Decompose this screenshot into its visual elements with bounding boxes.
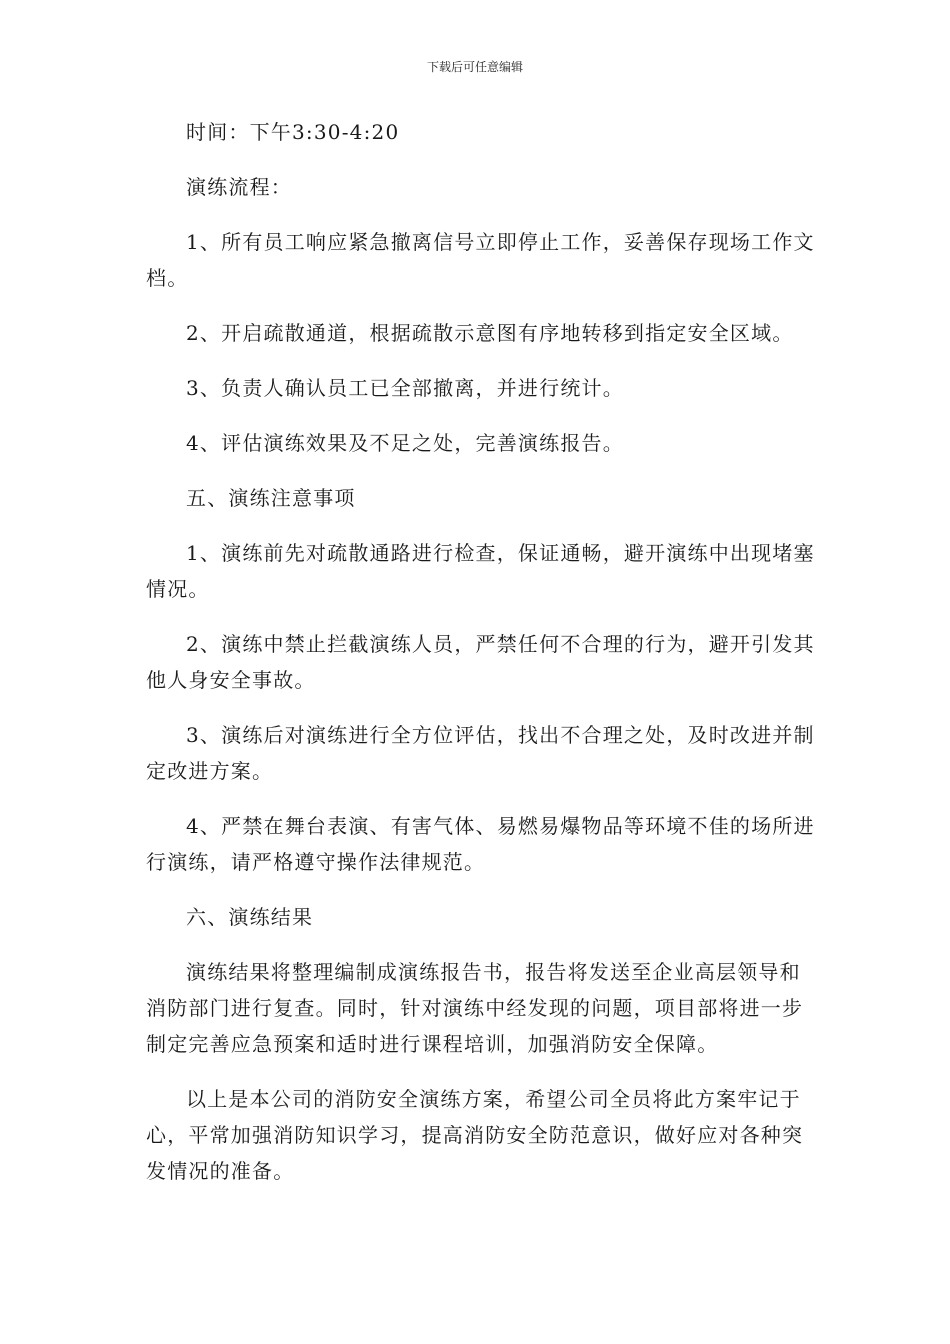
document-body: [146, 114, 818, 1208]
result-paragraph: 演练结果将整理编制成演练报告书，报告将发送至企业高层领导和消防部门进行复查。同时，针对演练中经发现的问题，项目部将进一步制定完善应急预案和适时进行课程培训，加强消防安全保障。: [146, 960, 804, 1056]
notice-item-4: 4、严禁在舞台表演、有害气体、易燃易爆物品等环境不佳的场所进行演练，请严格遵守操作法律规范。: [146, 814, 815, 874]
process-step-4: 4、评估演练效果及不足之处，完善演练报告。: [186, 431, 624, 455]
process-step-2: 2、开启疏散通道，根据疏散示意图有序地转移到指定安全区域。: [186, 321, 794, 345]
drill-process-heading: 演练流程：: [186, 175, 292, 199]
header-note: 下载后可任意编辑: [426, 60, 523, 74]
section-six-heading: 六、演练结果: [186, 905, 314, 929]
process-step-3: 3、负责人确认员工已全部撤离，并进行统计。: [186, 376, 624, 400]
section-five-heading: 五、演练注意事项: [186, 486, 356, 510]
process-step-1: 1、所有员工响应紧急撤离信号立即停止工作，妥善保存现场工作文档。: [146, 230, 815, 290]
closing-paragraph: 以上是本公司的消防安全演练方案，希望公司全员将此方案牢记于心，平常加强消防知识学习，提高消防安全防范意识，做好应对各种突发情况的准备。: [146, 1087, 804, 1183]
notice-item-1: 1、演练前先对疏散通路进行检查，保证通畅，避开演练中出现堵塞情况。: [146, 541, 815, 601]
time-line: 时间：下午3:30-4:20: [186, 120, 400, 144]
notice-item-2: 2、演练中禁止拦截演练人员，严禁任何不合理的行为，避开引发其他人身安全事故。: [146, 632, 815, 692]
notice-item-3: 3、演练后对演练进行全方位评估，找出不合理之处，及时改进并制定改进方案。: [146, 723, 815, 783]
